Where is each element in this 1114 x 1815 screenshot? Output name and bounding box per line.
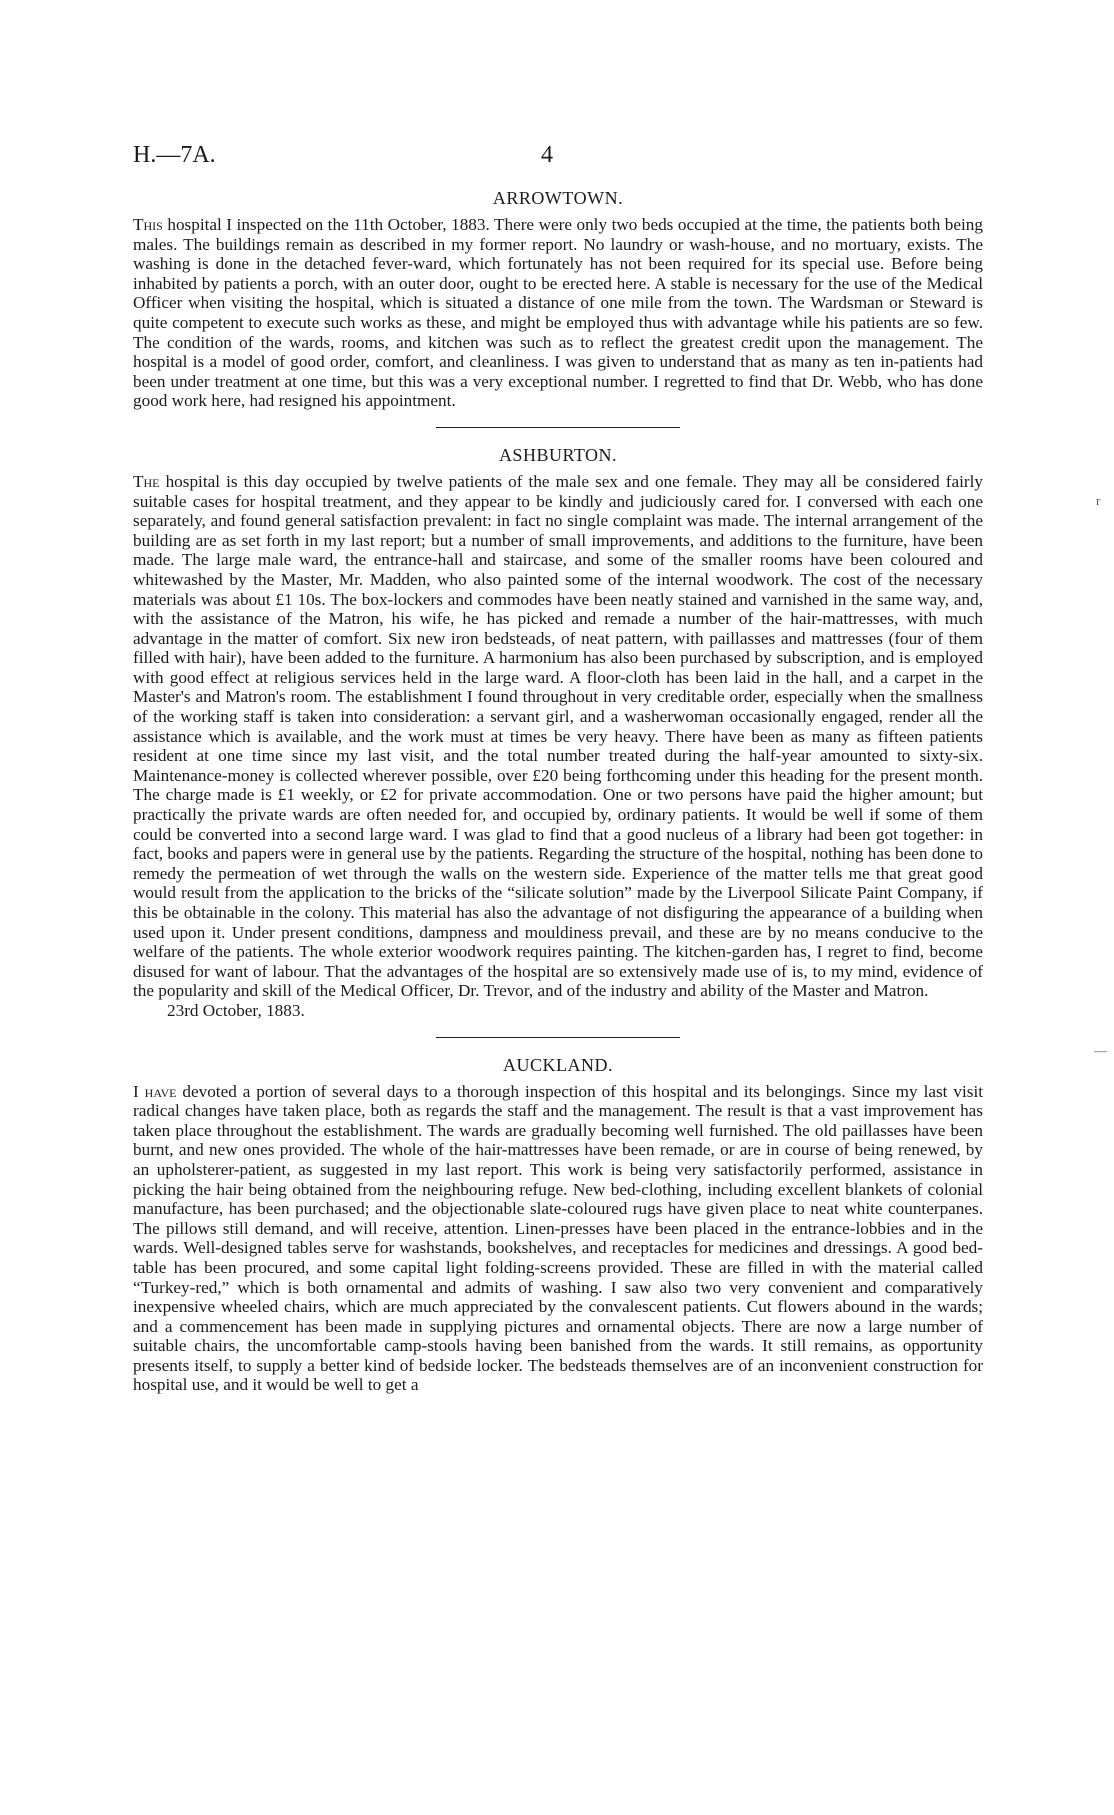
paragraph-text: devoted a portion of several days to a thorough inspection of this hospital and its belongings. Since my last visit radical changes have taken place, both as regards the staff and the management. The result is that a vast improvement has taken place throughout the establishment. The wards are gradually becoming well furnished. The old paillasses have been burnt, and new ones provided. The whole of the hair-mattresses have been remade, or are in course of being renewed, by an upholsterer-patient, as suggested in my last report. This work is being very satisfactorily performed, assistance in picking the hair being obtained from the neighbouring refuge. New bed-clothing, including excellent blankets of colonial manufacture, has been purchased; and the objectionable slate-coloured rugs have given place to neat white counterpanes. The pillows still demand, and will receive, attention. Linen-presses have been placed in the entrance-lobbies and in the wards. Well-designed tables serve for washstands, bookshelves, and receptacles for medicines and dressings. A good bed-table has been procured, and some capital light folding-screens provided. These are filled in with the material called “Turkey-red,” which is both ornamental and admits of washing. I saw also two very convenient and comparatively inexpensive wheeled chairs, which are much appreciated by the convalescent patients. Cut flowers abound in the wards; and a commencement has been made in supplying pictures and ornamental objects. There are now a large number of suitable chairs, the uncomfortable camp-stools having been banished from the wards. It still remains, as opportunity presents itself, to supply a better kind of bedside locker. The bedsteads themselves are of an inconvenient construction for hospital use, and it would be well to get a <box>133 1081 983 1395</box>
section-paragraph-ashburton <box>133 472 983 1001</box>
section-heading-ashburton: ASHBURTON. <box>498 444 618 465</box>
section-divider <box>436 1037 680 1038</box>
section-heading-auckland: AUCKLAND. <box>503 1054 613 1075</box>
section-heading-arrowtown: ARROWTOWN. <box>492 188 624 208</box>
paragraph-lead: I have <box>133 1081 177 1101</box>
margin-mark: r <box>1096 493 1101 508</box>
section-divider <box>436 427 680 428</box>
paragraph-text: hospital is this day occupied by twelve patients of the male sex and one female. They may all be considered fairly suitable cases for hospital treatment, and they appear to be kindly and judiciously cared for. I conversed with each one separately, and found general satisfaction prevalent: in fact no single complaint was made. The internal arrangement of the building are as set forth in my last report; but a number of small improvements, and additions to the furniture, have been made. The large male ward, the entrance-hall and staircase, and some of the smaller rooms have been coloured and whitewashed by the Master, Mr. Madden, who also painted some of the internal woodwork. The cost of the necessary materials was about £1 10s. The box-lockers and commodes have been neatly stained and varnished in the same way, and, with the assistance of the Matron, his wife, he has picked and remade a number of the hair-mattresses, with much advantage in the matter of comfort. Six new iron bedsteads, of neat pattern, with paillasses and mattresses (four of them filled with hair), have been added to the furniture. A harmonium has also been purchased by subscription, and is employed with good effect at religious services held in the large ward. A floor-cloth has been laid in the hall, and a carpet in the Master's and Matron's room. The establishment I found throughout in very creditable order, especially when the smallness of the working staff is taken into consideration: a servant girl, and a washerwoman occasionally engaged, render all the assistance which is available, and the work must at times be very heavy. There have been as many as fifteen patients resident at one time since my last visit, and the total number treated during the half-year amounted to sixty-six. Maintenance-money is collected wherever possible, over £20 being forthcoming under this heading for the present month. The charge made is £1 weekly, or £2 for private accommodation. One or two persons have paid the higher amount; but practically the private wards are often needed for, and occupied by, ordinary patients. It would be well if some of them could be converted into a second large ward. I was glad to find that a good nucleus of a library had been got together: in fact, books and papers were in general use by the patients. Regarding the structure of the hospital, nothing has been done to remedy the permeation of wet through the walls on the western side. Experience of the matter tells me that great good would result from the application to the bricks of the “silicate solution” made by the Liverpool Silicate Paint Company, if this be obtainable in the colony. This material has also the advantage of not disfiguring the appearance of a building when used upon it. Under present conditions, dampness and mouldiness prevail, and these are by no means conducive to the welfare of the patients. The whole exterior woodwork requires painting. The kitchen-garden has, I regret to find, become disused for want of labour. That the advantages of the hospital are so extensively made use of is, to my mind, evidence of the popularity and skill of the Medical Officer, Dr. Trevor, and of the industry and ability of the Master and Matron. <box>133 471 983 1001</box>
paragraph-lead: This <box>133 215 163 234</box>
section-paragraph-auckland <box>133 1082 983 1396</box>
paragraph-lead: The <box>133 471 160 491</box>
report-date: 23rd October, 1883. <box>167 1000 305 1020</box>
page-number: 4 <box>541 142 553 168</box>
section-paragraph-arrowtown <box>133 215 983 411</box>
margin-mark: — <box>1094 1043 1107 1058</box>
document-reference: H.—7A. <box>133 142 216 168</box>
paragraph-text: hospital I inspected on the 11th October, 1883. There were only two beds occupied at the time, the patients both being males. The buildings remain as described in my former report. No laundry or wash-house, and no mortuary, exists. The washing is done in the detached fever-ward, which fortunately has not been required for its special use. Before being inhabited by patients a porch, with an outer door, ought to be erected here. A stable is necessary for the use of the Medical Officer when visiting the hospital, which is situated a distance of one mile from the town. The Wardsman or Steward is quite competent to execute such works as these, and might be employed thus with advantage while his patients are so few. The condition of the wards, rooms, and kitchen was such as to reflect the greatest credit upon the management. The hospital is a model of good order, comfort, and cleanliness. I was given to understand that as many as ten in-patients had been under treatment at one time, but this was a very exceptional number. I regretted to find that Dr. Webb, who has done good work here, had resigned his appointment. <box>133 215 983 411</box>
document-body <box>133 187 983 1395</box>
